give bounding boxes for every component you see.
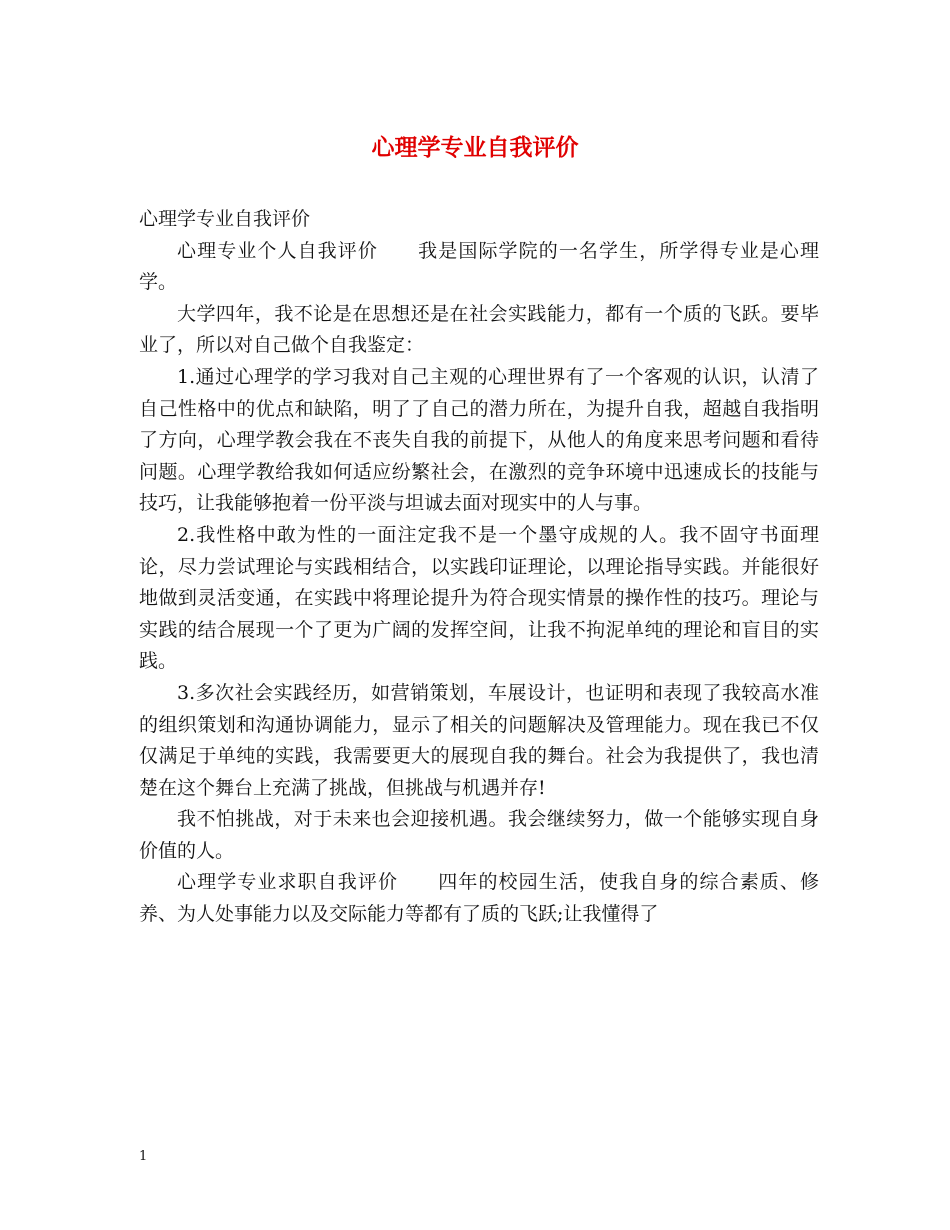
document-body <box>139 204 819 931</box>
paragraph: 3.多次社会实践经历，如营销策划，车展设计，也证明和表现了我较高水准的组织策划和沟通协调能力，显示了相关的问题解决及管理能力。现在我已不仅仅满足于单纯的实践，我需要更大的展现自我的舞台。社会为我提供了，我也清楚在这个舞台上充满了挑战，但挑战与机遇并存! <box>139 681 819 799</box>
paragraph-heading: 心理学专业自我评价 <box>139 208 311 230</box>
paragraph: 2.我性格中敢为性的一面注定我不是一个墨守成规的人。我不固守书面理论，尽力尝试理论与实践相结合，以实践印证理论，以理论指导实践。并能很好地做到灵活变通，在实践中将理论提升为符合现实情景的操作性的技巧。理论与实践的结合展现一个了更为广阔的发挥空间，让我不拘泥单纯的理论和盲目的实践。 <box>139 523 819 673</box>
paragraph: 心理专业个人自我评价 我是国际学院的一名学生，所学得专业是心理学。 <box>139 239 819 294</box>
document-title: 心理学专业自我评价 <box>371 134 579 161</box>
page-number: 1 <box>139 1149 148 1164</box>
paragraph: 1.通过心理学的学习我对自己主观的心理世界有了一个客观的认识，认清了自己性格中的优点和缺陷，明了了自己的潜力所在，为提升自我，超越自我指明了方向，心理学教会我在不丧失自我的前提下，从他人的角度来思考问题和看待问题。心理学教给我如何适应纷繁社会，在激烈的竞争环境中迅速成长的技能与技巧，让我能够抱着一份平淡与坦诚去面对现实中的人与事。 <box>139 365 819 515</box>
paragraph: 大学四年，我不论是在思想还是在社会实践能力，都有一个质的飞跃。要毕业了，所以对自己做个自我鉴定： <box>139 302 819 357</box>
paragraph: 心理学专业求职自我评价 四年的校园生活，使我自身的综合素质、修养、为人处事能力以及交际能力等都有了质的飞跃;让我懂得了 <box>139 871 819 926</box>
paragraph: 我不怕挑战，对于未来也会迎接机遇。我会继续努力，做一个能够实现自身价值的人。 <box>139 808 819 862</box>
